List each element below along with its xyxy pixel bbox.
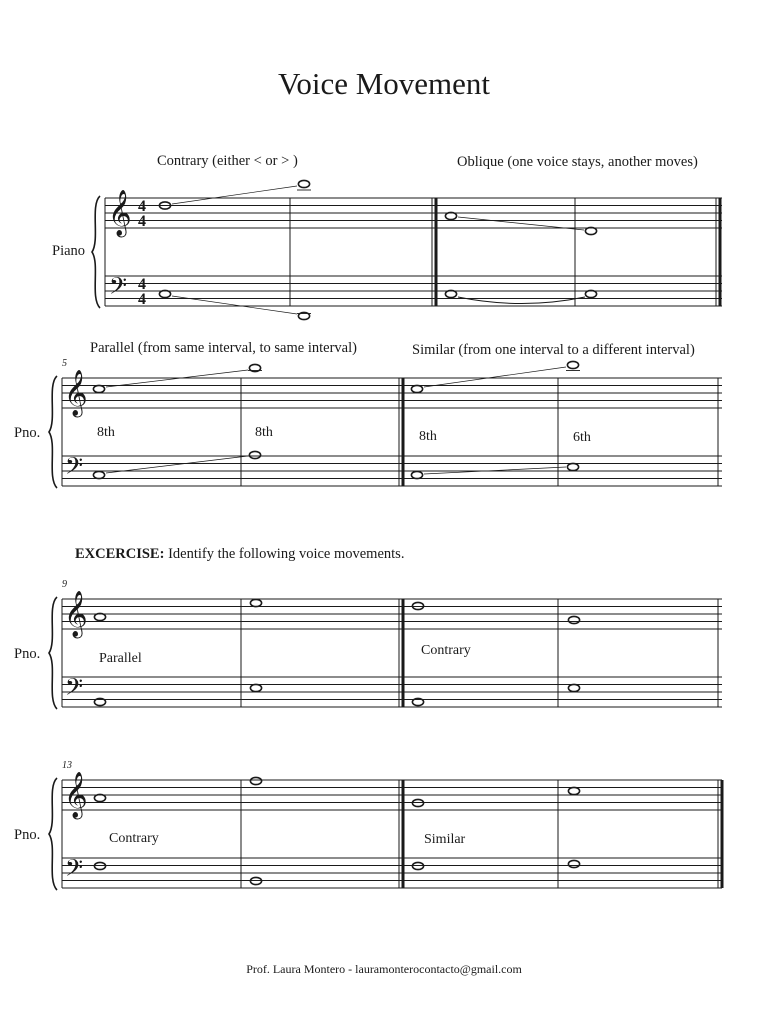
exercise-text: Identify the following voice movements. bbox=[164, 546, 405, 562]
brace-icon bbox=[92, 196, 100, 308]
measure-number-5: 5 bbox=[62, 358, 67, 369]
treble-staff-1 bbox=[105, 198, 722, 228]
answer-label: Similar bbox=[424, 832, 466, 847]
instrument-name-2: Pno. bbox=[14, 425, 41, 441]
exercise-label: EXCERCISE: bbox=[75, 546, 165, 562]
svg-text:4: 4 bbox=[138, 291, 146, 308]
answer-label: Contrary bbox=[421, 643, 471, 658]
bass-clef-icon: 𝄢 bbox=[65, 454, 84, 485]
system-2 bbox=[14, 358, 722, 488]
system-4 bbox=[14, 760, 722, 890]
svg-text:4: 4 bbox=[138, 213, 146, 230]
interval-label: 8th bbox=[419, 429, 437, 444]
treble-clef-icon: 𝄞 bbox=[64, 370, 88, 415]
page-title: Voice Movement bbox=[277, 66, 491, 101]
answer-label: Parallel bbox=[99, 651, 142, 666]
interval-label: 6th bbox=[573, 430, 591, 445]
interval-label: 8th bbox=[255, 425, 273, 440]
heading-similar: Similar (from one interval to a different interval) bbox=[412, 342, 695, 358]
interval-label: 8th bbox=[97, 425, 115, 440]
brace-icon bbox=[49, 376, 57, 488]
system-3 bbox=[14, 579, 722, 709]
instrument-name-1: Piano bbox=[52, 243, 86, 259]
treble-clef-icon: 𝄞 bbox=[64, 772, 88, 817]
instrument-name-4: Pno. bbox=[14, 827, 41, 843]
bass-staff-1 bbox=[105, 276, 722, 306]
answer-label: Contrary bbox=[109, 831, 159, 846]
measure-number-9: 9 bbox=[62, 579, 67, 590]
bass-clef-icon: 𝄢 bbox=[109, 274, 128, 305]
treble-clef-icon: 𝄞 bbox=[64, 591, 88, 636]
heading-contrary: Contrary (either < or > ) bbox=[157, 153, 298, 169]
system-1 bbox=[52, 180, 722, 319]
instrument-name-3: Pno. bbox=[14, 646, 41, 662]
svg-text:4: 4 bbox=[138, 198, 146, 215]
brace-icon bbox=[49, 597, 57, 709]
footer-credit: Prof. Laura Montero - lauramonterocontacto@gmail.com bbox=[246, 962, 522, 976]
heading-parallel: Parallel (from same interval, to same interval) bbox=[90, 340, 357, 356]
bass-clef-icon: 𝄢 bbox=[65, 675, 84, 706]
svg-text:4: 4 bbox=[138, 276, 146, 293]
measure-number-13: 13 bbox=[62, 760, 72, 771]
time-signature bbox=[138, 198, 146, 308]
heading-oblique: Oblique (one voice stays, another moves) bbox=[457, 154, 698, 170]
bass-clef-icon: 𝄢 bbox=[65, 856, 84, 887]
treble-clef-icon: 𝄞 bbox=[108, 190, 132, 235]
brace-icon bbox=[49, 778, 57, 890]
